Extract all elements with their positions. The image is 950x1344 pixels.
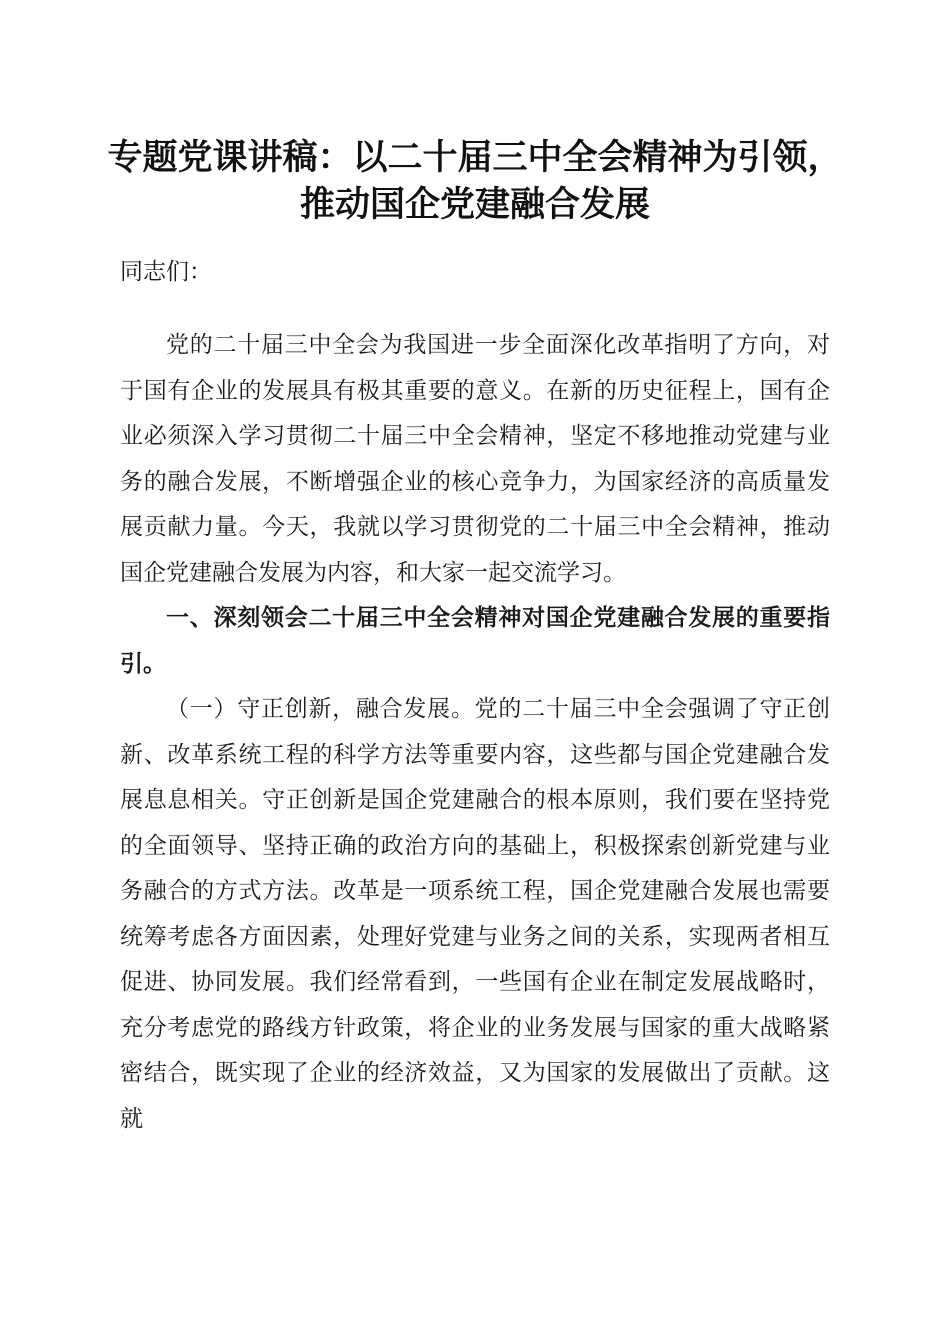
- document-title-line1: 专题党课讲稿：以二十届三中全会精神为引领，: [107, 137, 843, 178]
- subsection-text-1: 党的二十届三中全会强调了守正创新、改革系统工程的科学方法等重要内容，这些都与国企党建融合发展息息相关。守正创新是国企党建融合的根本原则，我们要在坚持党的全面领导、坚持正确的政治方向的基础上，积极探索创新党建与业务融合的方式方法。改革是一项系统工程，国企党建融合发展也需要统筹考虑各方面因素，处理好党建与业务之间的关系，实现两者相互促进、协同发展。我们经常看到，一些国有企业在制定发展战略时，充分考虑党的路线方针政策，将企业的业务发展与国家的重大战略紧密结合，既实现了企业的经济效益，又为国家的发展做出了贡献。这就: [120, 696, 831, 1132]
- subsection-paragraph-1: [120, 687, 830, 1142]
- document-body: [120, 323, 830, 1142]
- salutation: 同志们：: [120, 259, 212, 285]
- subsection-label-1: （一）守正创新，融合发展。: [166, 696, 475, 722]
- document-title-line2: 推动国企党建融合发展: [299, 184, 650, 225]
- intro-paragraph: 党的二十届三中全会为我国进一步全面深化改革指明了方向，对于国有企业的发展具有极其重要的意义。在新的历史征程上，国有企业必须深入学习贯彻二十届三中全会精神，坚定不移地推动党建与业务的融合发展，不断增强企业的核心竞争力，为国家经济的高质量发展贡献力量。今天，我就以学习贯彻党的二十届三中全会精神，推动国企党建融合发展为内容，和大家一起交流学习。: [120, 332, 830, 586]
- section-heading-1: 一、深刻领会二十届三中全会精神对国企党建融合发展的重要指引。: [120, 605, 830, 677]
